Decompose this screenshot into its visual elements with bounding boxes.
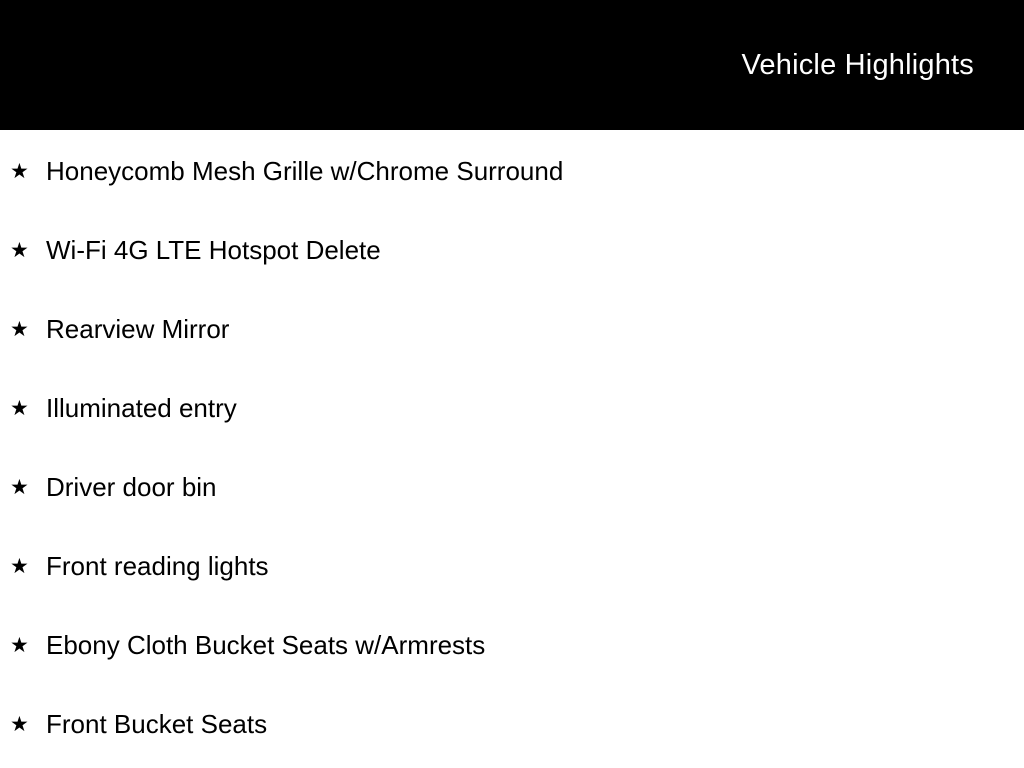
list-item	[0, 448, 1024, 527]
list-item-label: Illuminated entry	[46, 392, 237, 423]
list-item-label: Driver door bin	[46, 471, 217, 502]
list-item-label: Front Bucket Seats	[46, 708, 268, 739]
list-item-label: Front reading lights	[46, 550, 269, 581]
star-bullet-icon: ★	[10, 396, 29, 420]
list-item	[0, 606, 1024, 685]
list-item	[0, 211, 1024, 290]
star-bullet-icon: ★	[10, 554, 29, 578]
star-bullet-icon: ★	[10, 238, 29, 262]
star-bullet-icon: ★	[10, 159, 29, 183]
star-bullet-icon: ★	[10, 317, 29, 341]
star-bullet-icon: ★	[10, 633, 29, 657]
list-item	[0, 369, 1024, 448]
list-item	[0, 132, 1024, 211]
page-title: Vehicle Highlights	[741, 48, 974, 81]
highlights-list	[0, 130, 1024, 768]
list-item-label: Wi-Fi 4G LTE Hotspot Delete	[46, 234, 381, 265]
header-bar	[0, 0, 1024, 130]
star-bullet-icon: ★	[10, 475, 29, 499]
list-item-label: Rearview Mirror	[46, 313, 230, 344]
star-bullet-icon: ★	[10, 712, 29, 736]
list-item-label: Ebony Cloth Bucket Seats w/Armrests	[46, 629, 486, 660]
list-item	[0, 527, 1024, 606]
list-item-label: Honeycomb Mesh Grille w/Chrome Surround	[46, 155, 564, 186]
list-item	[0, 685, 1024, 764]
list-item	[0, 290, 1024, 369]
